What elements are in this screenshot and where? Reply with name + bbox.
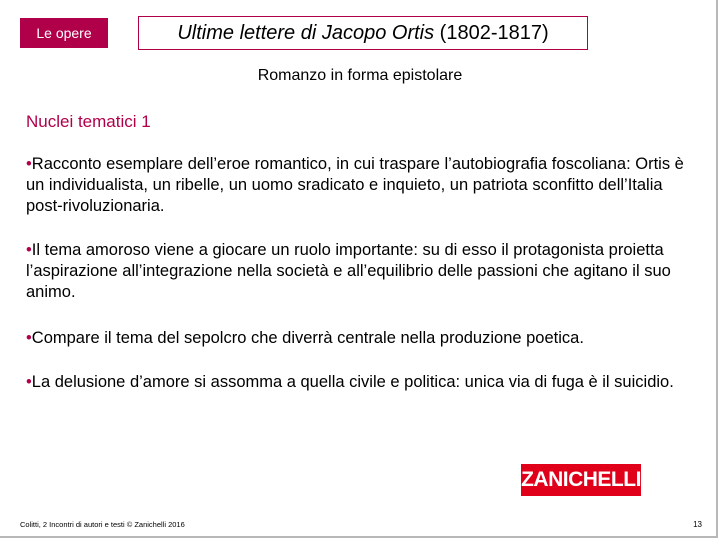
bullet-text: Racconto esemplare dell’eroe romantico, in cui traspare l’autobiografia foscoliana: Ortis è un individualista, un ribelle, un uomo sradicato e inquieto, un patriota sconfitto dell’Italia post-rivoluzionaria. (26, 155, 684, 215)
bullet-icon: • (26, 329, 32, 347)
bullet-paragraph (26, 154, 696, 217)
bullet-text: Compare il tema del sepolcro che diverrà centrale nella produzione poetica. (31, 329, 584, 347)
section-tag: Le opere (20, 18, 108, 48)
page-number: 13 (693, 520, 702, 529)
bullet-paragraph (26, 240, 696, 303)
title-work: Ultime lettere di Jacopo Ortis (177, 22, 435, 44)
bullet-paragraph (26, 328, 696, 349)
title-years: (1802-1817) (439, 22, 549, 44)
publisher-logo: ZANICHELLI (521, 464, 641, 496)
section-heading: Nuclei tematici 1 (26, 112, 151, 131)
bullet-icon: • (26, 373, 32, 391)
page-title (138, 16, 588, 50)
bullet-text: Il tema amoroso viene a giocare un ruolo importante: su di esso il protagonista proietta l’aspirazione all’integrazione nella società e all’equilibrio delle passioni che agitano il suo animo. (26, 241, 671, 301)
bullet-icon: • (26, 155, 32, 173)
subtitle: Romanzo in forma epistolare (257, 67, 463, 84)
bullet-paragraph (26, 372, 696, 393)
bullet-icon: • (26, 241, 32, 259)
bullet-text: La delusione d’amore si assomma a quella civile e politica: unica via di fuga è il suicidio. (31, 373, 674, 391)
footer-credit: Colitti, 2 Incontri di autori e testi © Zanichelli 2016 (20, 520, 185, 529)
